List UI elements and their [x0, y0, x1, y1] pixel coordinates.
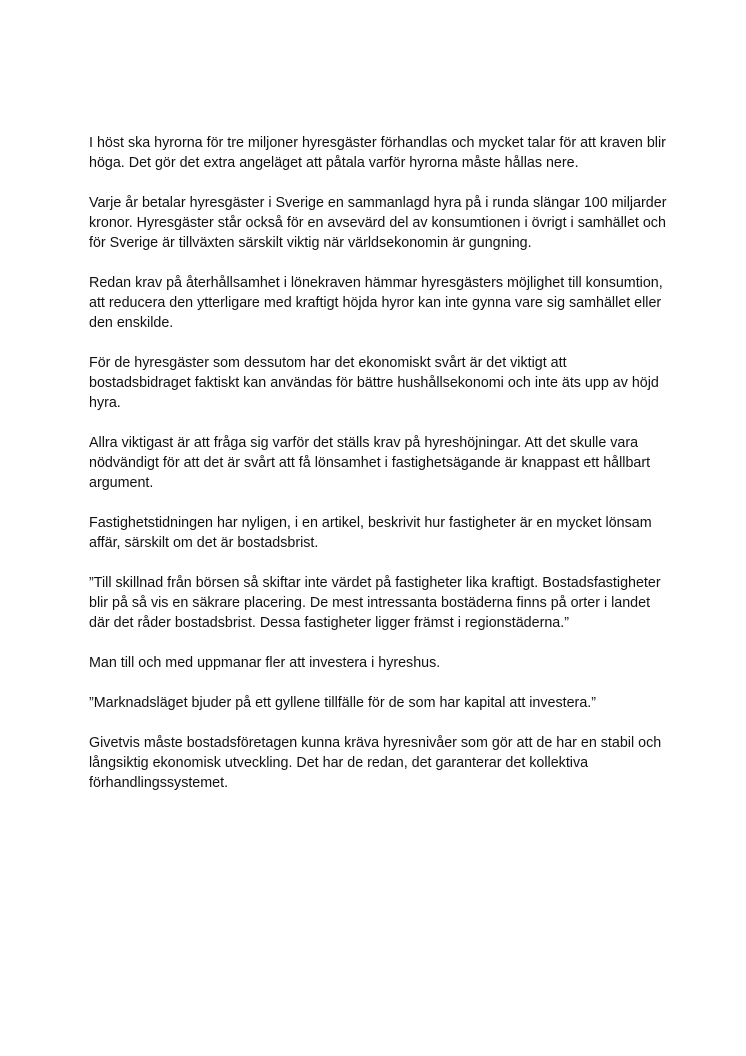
paragraph-3: Redan krav på återhållsamhet i lönekraven hämmar hyresgästers möjlighet till konsumtion, att reducera den ytterligare med kraftigt höjda hyror kan inte gynna vare sig samhället eller den enskilde. [89, 275, 663, 331]
quote-paragraph-1: ”Till skillnad från börsen så skiftar inte värdet på fastigheter lika kraftigt. Bostadsfastigheter blir på så vis en säkrare placering. De mest intressanta bostäderna finns på orter i landet där det råder bostadsbrist. Dessa fastigheter ligger främst i regionstäderna.” [89, 575, 661, 631]
document-body [89, 133, 669, 793]
paragraph-1: I höst ska hyrorna för tre miljoner hyresgäster förhandlas och mycket talar för att kraven blir höga. Det gör det extra angeläget att påtala varför hyrorna måste hållas nere. [89, 135, 666, 171]
paragraph-7: Man till och med uppmanar fler att investera i hyreshus. [89, 655, 441, 671]
paragraph-8: Givetvis måste bostadsföretagen kunna kräva hyresnivåer som gör att de har en stabil och långsiktig ekonomisk utveckling. Det har de redan, det garanterar det kollektiva förhandlingssystemet. [89, 735, 662, 791]
paragraph-2: Varje år betalar hyresgäster i Sverige en sammanlagd hyra på i runda slängar 100 miljarder kronor. Hyresgäster står också för en avsevärd del av konsumtionen i övrigt i samhället och för Sverige är tillväxten särskilt viktig när världsekonomin är gungning. [89, 195, 667, 251]
paragraph-5: Allra viktigast är att fråga sig varför det ställs krav på hyreshöjningar. Att det skulle vara nödvändigt för att det är svårt att få lönsamhet i fastighetsägande är knappast ett hållbart argument. [89, 435, 651, 491]
quote-paragraph-2: ”Marknadsläget bjuder på ett gyllene tillfälle för de som har kapital att investera.” [89, 695, 597, 711]
paragraph-4: För de hyresgäster som dessutom har det ekonomiskt svårt är det viktigt att bostadsbidraget faktiskt kan användas för bättre hushållsekonomi och inte äts upp av höjd hyra. [89, 355, 659, 411]
paragraph-6: Fastighetstidningen har nyligen, i en artikel, beskrivit hur fastigheter är en mycket lönsam affär, särskilt om det är bostadsbrist. [89, 515, 652, 551]
